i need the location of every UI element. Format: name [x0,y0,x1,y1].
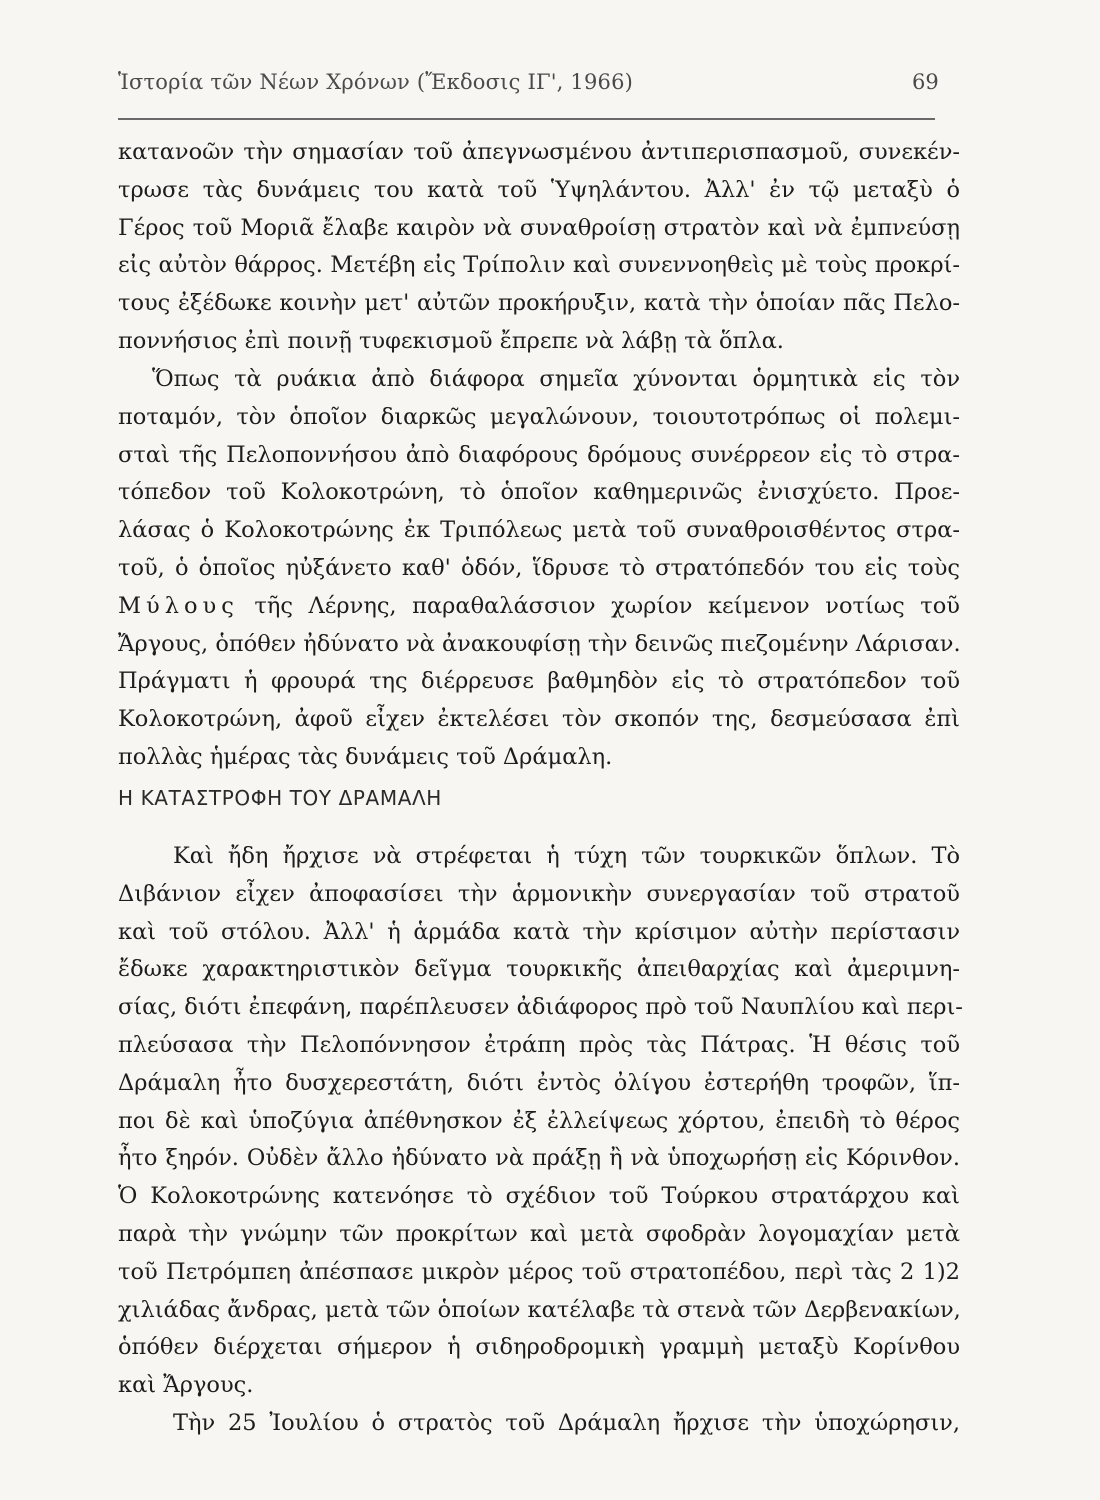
text-line-with-spaced-word [118,588,960,626]
running-head: Ἱστορία τῶν Νέων Χρόνων (Ἔκδοσις ΙΓ', 1966) [118,70,634,94]
text-line: χιλιάδας ἄνδρας, μετὰ τῶν ὁποίων κατέλαβε τὰ στενὰ τῶν Δερβενακίων, [118,1296,961,1323]
text-line: καὶ Ἄργους. [118,1372,254,1399]
text-line: ἦτο ξηρόν. Οὐδὲν ἄλλο ἠδύνατο νὰ πράξῃ ἢ νὰ ὑποχωρήσῃ εἰς Κόρινθον. [118,1145,960,1172]
text-line: Διβάνιον εἶχεν ἀποφασίσει τὴν ἁρμονικὴν συνεργασίαν τοῦ στρατοῦ [118,880,960,907]
text-line: εἰς αὐτὸν θάρρος. Μετέβη εἰς Τρίπολιν καὶ συνεννοηθεὶς μὲ τοὺς προκρί- [118,252,960,279]
text-line: Γέρος τοῦ Μοριᾶ ἔλαβε καιρὸν νὰ συναθροίσῃ στρατὸν καὶ νὰ ἐμπνεύσῃ [118,214,960,241]
text-line: σταὶ τῆς Πελοποννήσου ἀπὸ διαφόρους δρόμους συνέρρεον εἰς τὸ στρα- [118,441,960,468]
paragraph-1 [118,134,960,361]
text-line: ποι δὲ καὶ ὑποζύγια ἀπέθνησκον ἐξ ἐλλείψεως χόρτου, ἐπειδὴ τὸ θέρος [118,1107,960,1134]
text-line: τοῦ, ὁ ὁποῖος ηὐξάνετο καθ' ὁδόν, ἵδρυσε τὸ στρατόπεδόν του εἰς τοὺς [118,554,960,581]
text-line: παρὰ τὴν γνώμην τῶν προκρίτων καὶ μετὰ σφοδρὰν λογομαχίαν μετὰ [118,1220,960,1247]
text-line: Πράγματι ἡ φρουρά της διέρρευσε βαθμηδὸν εἰς τὸ στρατόπεδον τοῦ [118,668,960,695]
text-line: Ὅπως τὰ ρυάκια ἀπὸ διάφορα σημεῖα χύνονται ὁρμητικὰ εἰς τὸν [152,366,960,392]
text-line: πλεύσασα τὴν Πελοπόννησον ἐτράπη πρὸς τὰς Πάτρας. Ἡ θέσις τοῦ [118,1031,960,1058]
text-line: ἔδωκε χαρακτηριστικὸν δεῖγμα τουρκικῆς ἀπειθαρχίας καὶ ἀμεριμνη- [118,956,960,983]
spaced-word: Μύλους [118,592,239,619]
text-line: τους ἐξέδωκε κοινὴν μετ' αὐτῶν προκήρυξιν, κατὰ τὴν ὁποίαν πᾶς Πελο- [118,290,960,317]
paragraph-3 [118,838,963,1405]
text-line: τόπεδον τοῦ Κολοκοτρώνη, τὸ ὁποῖον καθημερινῶς ἐνισχύετο. Προε- [118,479,960,506]
header-rule [118,118,935,120]
section-heading: Η ΚΑΤΑΣΤΡΟΦΗ ΤΟΥ ΔΡΑΜΑΛΗ [118,786,442,810]
text-line: λάσας ὁ Κολοκοτρώνης ἐκ Τριπόλεως μετὰ τοῦ συναθροισθέντος στρα- [118,517,960,544]
paragraph-2 [118,361,960,777]
text-line: Ἄργους, ὁπόθεν ἠδύνατο νὰ ἀνακουφίσῃ τὴν δεινῶς πιεζομένην Λάρισαν. [118,630,961,657]
text-line: τρωσε τὰς δυνάμεις του κατὰ τοῦ Ὑψηλάντου. Ἀλλ' ἐν τῷ μεταξὺ ὁ [118,176,960,203]
text-line: Ὁ Κολοκοτρώνης κατενόησε τὸ σχέδιον τοῦ Τούρκου στρατάρχου καὶ [118,1183,960,1210]
page-number: 69 [912,70,939,94]
text-line: Καὶ ἤδη ἤρχισε νὰ στρέφεται ἡ τύχη τῶν τουρκικῶν ὅπλων. Τὸ [173,843,960,869]
text-line: πολλὰς ἡμέρας τὰς δυνάμεις τοῦ Δράμαλη. [118,743,613,770]
paragraph-4 [118,1405,960,1443]
text-line: ποννήσιος ἐπὶ ποινῇ τυφεκισμοῦ ἔπρεπε νὰ λάβῃ τὰ ὅπλα. [118,327,784,354]
text-span: τῆς Λέρνης, παραθαλάσσιον χωρίον κείμενον νοτίως τοῦ [254,592,960,619]
text-line: κατανοῶν τὴν σημασίαν τοῦ ἀπεγνωσμένου ἀντιπερισπασμοῦ, συνεκέν- [118,139,960,165]
text-line: ποταμόν, τὸν ὁποῖον διαρκῶς μεγαλώνουν, τοιουτοτρόπως οἱ πολεμι- [118,403,960,430]
text-line: Τὴν 25 Ἰουλίου ὁ στρατὸς τοῦ Δράμαλη ἤρχισε τὴν ὑποχώρησιν, [173,1410,960,1436]
text-line: καὶ τοῦ στόλου. Ἀλλ' ἡ ἁρμάδα κατὰ τὴν κρίσιμον αὐτὴν περίστασιν [118,918,960,945]
text-line: τοῦ Πετρόμπεη ἀπέσπασε μικρὸν μέρος τοῦ στρατοπέδου, περὶ τὰς 2 1)2 [118,1258,960,1285]
text-line: Δράμαλη ἦτο δυσχερεστάτη, διότι ἐντὸς ὀλίγου ἐστερήθη τροφῶν, ἵπ- [118,1069,960,1096]
text-line: ὁπόθεν διέρχεται σήμερον ἡ σιδηροδρομικὴ γραμμὴ μεταξὺ Κορίνθου [118,1334,960,1361]
text-line: σίας, διότι ἐπεφάνη, παρέπλευσεν ἀδιάφορος πρὸ τοῦ Ναυπλίου καὶ περι- [118,994,963,1021]
text-line: Κολοκοτρώνη, ἀφοῦ εἶχεν ἐκτελέσει τὸν σκοπόν της, δεσμεύσασα ἐπὶ [118,706,960,733]
